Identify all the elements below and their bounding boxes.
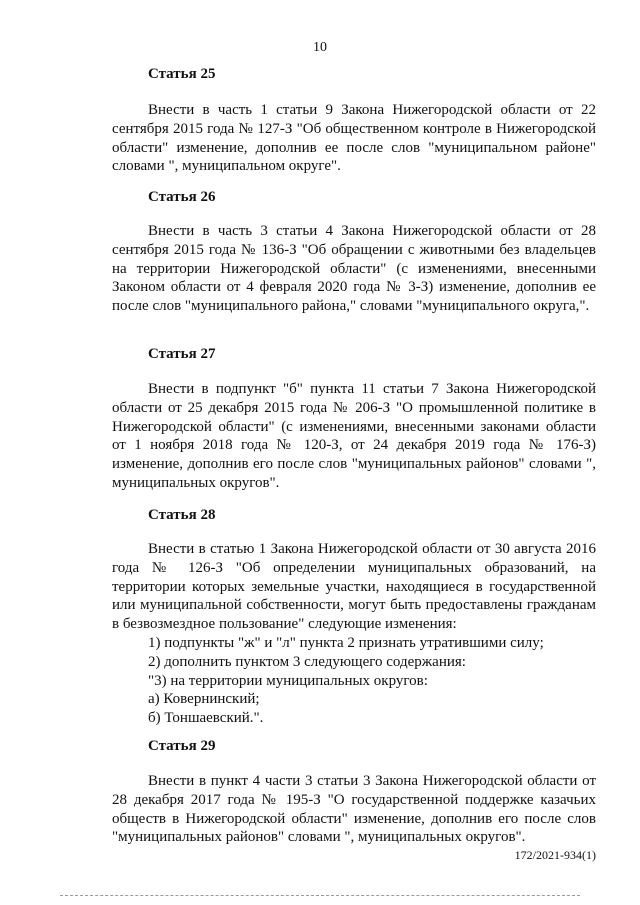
article-26-heading: Статья 26 [148,189,216,205]
article-28-items [148,634,544,728]
article-29-heading: Статья 29 [148,738,216,754]
list-item: 1) подпункты "ж" и "л" пункта 2 признать утратившими силу; [148,635,544,651]
article-28-text: Внести в статью 1 Закона Нижегородской области от 30 августа 2016 года № 126-З "Об определении муниципальных образований, на территории которых земельные участки, находящиеся в государственной или муниципальной собственности, могут быть предоставлены гражданам в безвозмездное пользование" следующие изменения: [112,541,596,633]
page-number: 10 [313,40,327,55]
footer-document-code: 172/2021-934(1) [514,848,596,862]
article-27-text: Внести в подпункт "б" пункта 11 статьи 7 Закона Нижегородской области от 25 декабря 2015 года № 206-З "О промышленной политике в Нижегородской области" (с изменениями, внесенными законами области от 1 ноября 2018 года № 120-З, от 24 декабря 2019 года № 176-З) изменение, дополнив его после слов "муниципальных районов" словами ", муниципальных округов". [112,381,596,491]
article-25-heading: Статья 25 [148,66,216,82]
article-29-text: Внести в пункт 4 части 3 статьи 3 Закона Нижегородской области от 28 декабря 2017 года № 195-З "О государственной поддержке казачьих обществ в Нижегородской области" изменение, дополнив его после слов "муниципальных районов" словами ", муниципальных округов". [112,773,596,846]
list-item: б) Тоншаевский.". [148,710,264,727]
list-item: 2) дополнить пунктом 3 следующего содержания: [148,653,466,670]
article-26-text: Внести в часть 3 статьи 4 Закона Нижегородской области от 28 сентября 2015 года № 136-З "Об обращении с животными без владельцев на территории Нижегородской области" (с изменениями, внесенными Законом области от 4 февраля 2020 года № 3-З) изменение, дополнив ее после слов "муниципального района," словами "муниципального округа,". [112,223,596,315]
list-item: а) Ковернинский; [148,691,260,708]
article-28-heading: Статья 28 [148,507,216,523]
article-27-heading: Статья 27 [148,346,216,362]
bottom-rule [60,895,580,896]
list-item: "3) на территории муниципальных округов: [148,672,428,689]
article-25-text: Внести в часть 1 статьи 9 Закона Нижегородской области от 22 сентября 2015 года № 127-З "Об общественном контроле в Нижегородской области" изменение, дополнив ее после слов "муниципальном районе" словами ", муниципальном округе". [112,102,596,175]
